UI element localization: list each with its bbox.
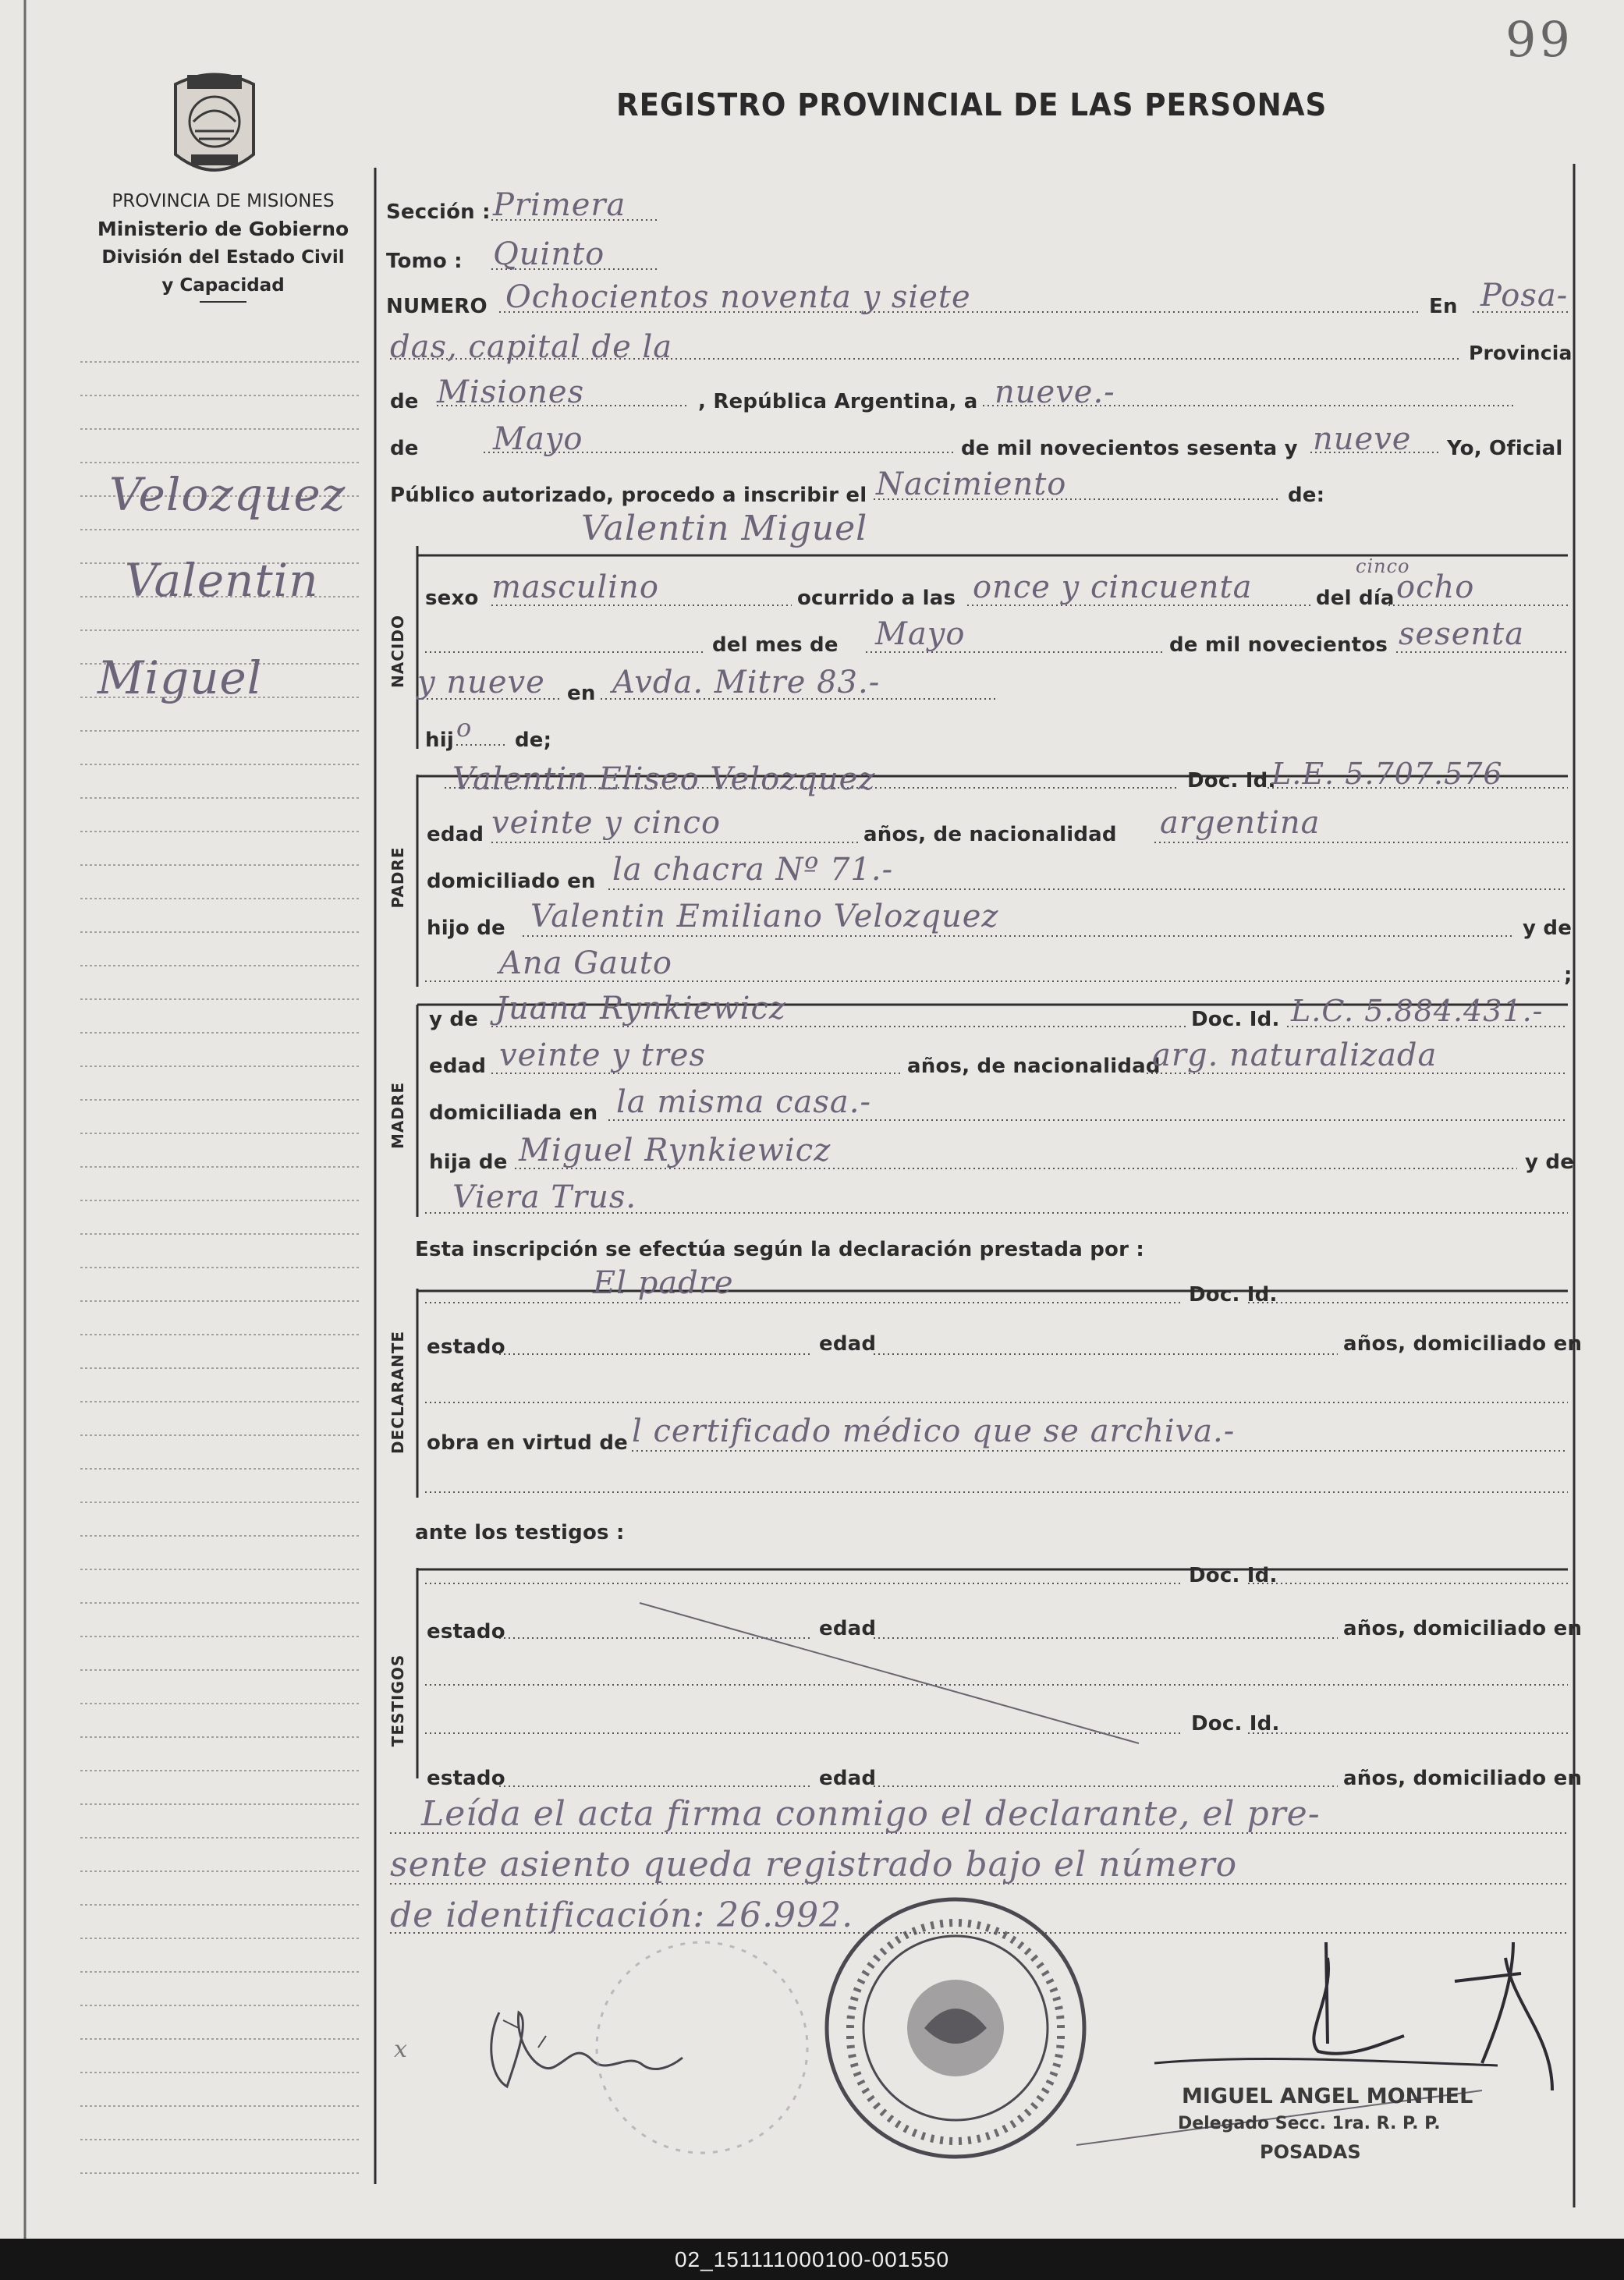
declarante-anos-label: años, domiciliado en [1343,1332,1583,1356]
padre-domicilio-value: la chacra Nº 71.- [612,852,894,888]
publico-label: Público autorizado, procedo a inscribir el [390,484,867,507]
de2-label: de [390,437,419,460]
madre-domicilio-label: domiciliada en [429,1101,598,1125]
hour-insert-value: cinco [1356,555,1410,577]
numero-label: NUMERO [386,295,488,318]
padre-hijo-label: hijo de [427,917,505,940]
madre-hija-label: hija de [429,1151,508,1174]
testigo2-anos-label: años, domiciliado en [1343,1767,1583,1790]
act-value: Nacimiento [876,466,1067,502]
madre-y-de-label: y de [429,1008,479,1031]
testigo1-edad-label: edad [819,1617,877,1640]
yo-oficial-label: Yo, Oficial [1447,437,1563,460]
padre-edad-label: edad [427,823,484,846]
ministry-header [75,187,371,303]
del-mes-label: del mes de [712,633,839,657]
official-round-stamp [815,1888,1096,2168]
seccion-value: Primera [493,187,626,223]
capacity-line: y Capacidad [161,275,285,296]
ocurrido-label: ocurrido a las [797,587,956,610]
month-value: Mayo [493,421,583,457]
declaracion-intro: Esta inscripción se efectúa según la declaración prestada por : [415,1238,1144,1261]
padre-madre-value: Ana Gauto [499,945,672,981]
de-label: de [390,390,419,413]
official-signature [1147,1927,1583,2106]
testigo2-doc-label: Doc. Id. [1191,1712,1280,1736]
anio2-value: y nueve [417,665,545,700]
nacido-section-label: NACIDO [388,615,407,688]
declarante-doc-label: Doc. Id. [1189,1283,1278,1307]
padre-anos-label: años, de nacionalidad [863,823,1117,846]
testigo1-doc-label: Doc. Id. [1189,1564,1278,1587]
year-value: nueve [1313,421,1412,457]
padre-edad-value: veinte y cinco [491,805,722,841]
hijo-value: o [456,713,473,743]
en-lugar-label: en [567,682,596,705]
madre-hija-value: Miguel Rynkiewicz [519,1133,832,1168]
testigos-intro: ante los testigos : [415,1521,625,1544]
sexo-value: masculino [491,569,659,605]
padre-semicolon: ; [1564,963,1573,987]
place-line1-value: Posa- [1480,278,1569,314]
tomo-value: Quinto [493,236,605,272]
padre-doc-label: Doc. Id. [1187,769,1276,793]
madre-name-value: Juana Rynkiewicz [495,991,786,1027]
padre-section-label: PADRE [388,846,407,909]
page-number: 99 [1505,11,1573,68]
official-city: POSADAS [1260,2141,1361,2163]
madre-nacionalidad-value: arg. naturalizada [1152,1037,1438,1073]
del-dia-label: del día [1316,587,1395,610]
madre-doc-label: Doc. Id. [1191,1008,1280,1031]
mil-label: de mil novecientos sesenta y [961,437,1298,460]
day-value: nueve.- [995,374,1115,410]
madre-y-de2-label: y de [1525,1151,1575,1174]
testigo1-anos-label: años, domiciliado en [1343,1617,1583,1640]
lugar-value: Avda. Mitre 83.- [612,665,881,700]
x-mark: x [394,2036,408,2063]
place-line2-value: das, capital de la [390,329,673,365]
padre-nacionalidad-value: argentina [1160,805,1321,841]
sexo-label: sexo [425,587,479,610]
division-line: División del Estado Civil [101,247,345,268]
seccion-label: Sección : [386,200,491,224]
mil-novecientos-label: de mil novecientos [1169,633,1388,657]
republica-label: , República Argentina, a [698,390,978,413]
numero-value: Ochocientos noventa y siete [505,279,971,315]
margin-first-name: Valentin [125,554,319,607]
header-rule [200,301,246,303]
cancel-stroke [640,1603,1139,1743]
dia-value: ocho [1396,569,1475,605]
testigos-section-label: TESTIGOS [388,1654,407,1747]
obra-value: l certificado médico que se archiva.- [632,1413,1236,1449]
padre-doc-value: L.E. 5.707.576 [1271,757,1503,791]
madre-abuela-value: Viera Trus. [452,1179,637,1215]
padre-name-value: Valentin Eliseo Velozquez [452,761,876,797]
declarante-estado-label: estado [427,1335,505,1359]
testigo2-estado-label: estado [427,1767,505,1790]
official-name: MIGUEL ANGEL MONTIEL [1182,2084,1473,2108]
madre-section-label: MADRE [388,1081,407,1150]
provincia-value: Misiones [437,374,585,410]
testigo1-estado-label: estado [427,1620,505,1644]
hour-value: once y cincuenta [973,569,1253,605]
ministry-line: Ministerio de Gobierno [97,218,349,240]
provincial-seal-icon [164,69,265,178]
tomo-label: Tomo : [386,250,463,273]
padre-domicilio-label: domiciliado en [427,870,596,893]
official-title: Delegado Secc. 1ra. R. P. P. [1178,2114,1441,2133]
margin-surname: Velozquez [109,468,346,521]
child-name-value: Valentin Miguel [581,509,868,548]
obra-label: obra en virtud de [427,1431,629,1455]
madre-edad-label: edad [429,1055,487,1078]
en-label: En [1429,295,1458,318]
province-line: PROVINCIA DE MISIONES [112,191,335,211]
provincia-label: Provincia [1469,342,1573,364]
declarante-edad-label: edad [819,1332,877,1356]
madre-edad-value: veinte y tres [499,1037,706,1073]
declarante-name-value: El padre [593,1265,734,1301]
padre-y-de-label: y de [1523,917,1573,940]
declarante-section-label: DECLARANTE [388,1330,407,1455]
image-footer-id: 02_151111000100-001550 [0,2239,1624,2280]
margin-second-name: Miguel [98,651,263,704]
hijo-de-label: de; [515,729,552,752]
mes-value: Mayo [875,616,966,652]
hijo-label: hij [425,729,454,752]
faded-stamp-left [581,1927,823,2168]
madre-doc-value: L.C. 5.884.431.- [1291,994,1544,1028]
padre-hijo-value: Valentin Emiliano Velozquez [530,899,999,934]
closing-line3: de identificación: 26.992. [390,1895,854,1935]
closing-line1: Leída el acta firma conmigo el declarante, el pre- [421,1794,1321,1834]
testigo2-edad-label: edad [819,1767,877,1790]
page-title: REGISTRO PROVINCIAL DE LAS PERSONAS [616,87,1328,123]
closing-line2: sente asiento queda registrado bajo el número [390,1845,1238,1885]
de3-label: de: [1288,484,1325,507]
madre-anos-label: años, de nacionalidad [907,1055,1161,1078]
anio-value: sesenta [1399,616,1525,652]
madre-domicilio-value: la misma casa.- [616,1084,871,1120]
